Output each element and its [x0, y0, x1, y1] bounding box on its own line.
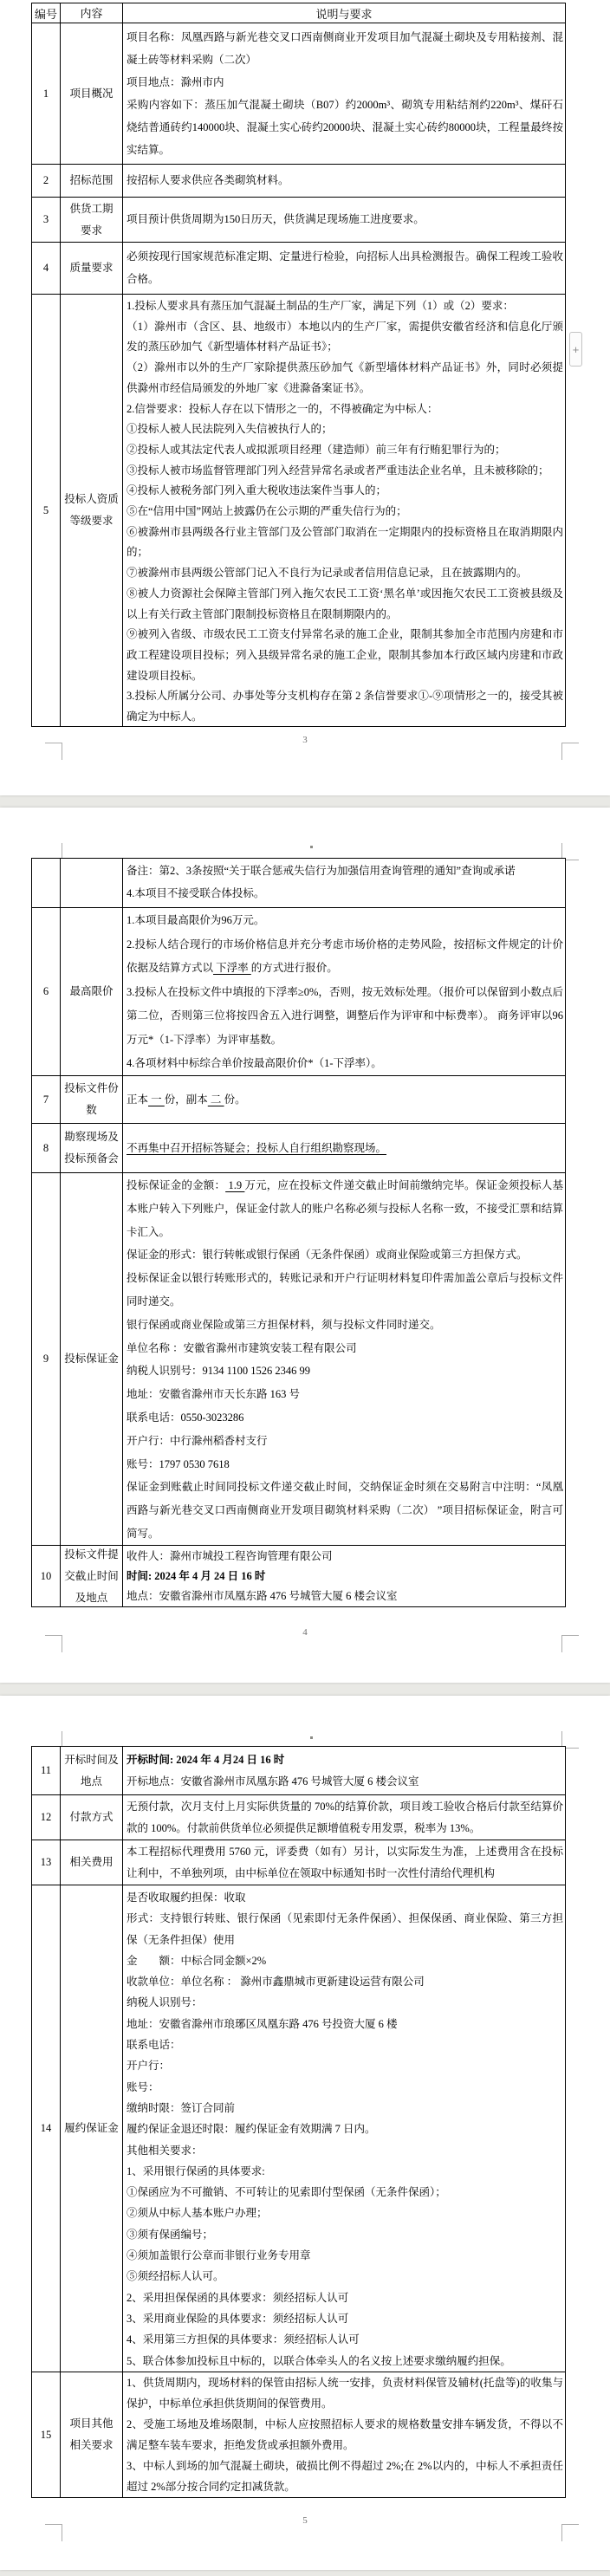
paragraph: 2.信誉要求：投标人存在以下情形之一的，不得被确定为中标人：: [127, 402, 438, 415]
row-content-cell: [123, 198, 565, 242]
row-content-cell: [123, 859, 565, 907]
paragraph: 3、采用商业保险的具体要求：须经招标人认可: [127, 2312, 349, 2325]
paragraph: 无预付款，次月支付上月实际供货量的 70%的结算价款，项目竣工验收合格后付款至结算价款的 100%。付款前供货单位必须提供足额增值税专用发票，税率为 13%。: [127, 1801, 563, 1834]
spec-table: [31, 3, 566, 727]
row-label-cell: 供货工期 要求: [61, 198, 123, 242]
paragraph: 缴纳时限：签订合同前: [127, 2101, 236, 2114]
crop-mark-bottom-right: [561, 2524, 579, 2541]
row-content-cell: [123, 1173, 565, 1545]
paragraph: 其他相关要求：: [127, 2144, 203, 2157]
paragraph: 1、采用银行保函的具体要求:: [127, 2164, 265, 2177]
row-content-cell: [123, 1885, 565, 2372]
row-number-cell: 4: [32, 243, 61, 294]
paragraph: 4、采用第三方担保的具体要求：须经招标人认可: [127, 2333, 360, 2346]
page-2: [0, 808, 610, 1683]
paragraph: 开标时间: 2024 年 4 月24 日 16 时: [127, 1754, 285, 1766]
row-label-cell: 付款方式: [61, 1795, 123, 1840]
paragraph: 1、供货周期内，现场材料的保管由招标人统一安排，负责材料保管及辅材(托盘等)的收集与保护，中标单位承担供货期间的保管费用。: [127, 2377, 563, 2410]
paragraph: 收件人：滁州市城投工程咨询管理有限公司: [127, 1550, 333, 1562]
row-label-cell: 投标人资质 等级要求: [61, 295, 123, 726]
paragraph: （1）滁州市（含区、县、地级市）本地以内的生产厂家，需提供安徽省经济和信息化厅颁发的蒸压砂加气《新型墙体材料产品证书》；: [127, 320, 563, 354]
row-number-cell: 3: [32, 198, 61, 242]
paragraph: ④须加盖银行公章而非银行业务专用章: [127, 2249, 311, 2262]
paragraph: 5、联合体参加投标且中标的，以联合体牵头人的名义按上述要求缴纳履约担保。: [127, 2354, 511, 2367]
paragraph: 纳税人识别号：9134 1100 1526 2346 99: [127, 1365, 311, 1378]
row-content-cell: [123, 1546, 565, 1606]
row-number-cell: 14: [32, 1885, 61, 2372]
paragraph: 账号：1797 0530 7618: [127, 1457, 230, 1470]
table-row: [32, 2372, 565, 2497]
crop-mark-bottom-right: [561, 743, 579, 760]
paragraph: 1.投标人要求具有蒸压加气混凝土制品的生产厂家，满足下列（1）或（2）要求：: [127, 300, 514, 312]
table-row: [32, 23, 565, 164]
page-number: 3: [302, 735, 308, 745]
row-label-cell: 相关费用: [61, 1840, 123, 1885]
paragraph: 2、采用担保保函的具体要求：须经招标人认可: [127, 2291, 349, 2304]
spec-table: [31, 858, 566, 1607]
row-content-cell: [123, 295, 565, 726]
crop-mark-bottom-left: [45, 743, 62, 760]
row-content-cell: [123, 243, 565, 294]
row-number-cell: 2: [32, 165, 61, 197]
paragraph: ④投标人被税务部门列入重大税收违法案件当事人的；: [127, 484, 387, 497]
row-content-cell: [123, 165, 565, 197]
paragraph: 3.投标人在投标文件中填报的下浮率≥0%，否则，按无效标处理。（报价可以保留到小数点后第二位，否则第三位将按四舍五入进行调整，调整后作为评审和中标费率）。 商务评审以96万元*（1-下浮率）为评审基数。: [127, 985, 563, 1046]
row-label-cell: 投标文件提 交截止时间 及地点: [61, 1546, 123, 1606]
header-col-content: 内容: [61, 3, 123, 23]
paragraph: 2、受施工场地及堆场限制，中标人应按照招标人要求的规格数量安排车辆发货，不得以不满足整车装车要求，拒绝发货或承担额外费用。: [127, 2418, 563, 2451]
row-content-cell: [123, 1124, 565, 1172]
row-number-cell: 7: [32, 1076, 61, 1123]
paragraph: 4.各项材料中标综合单价按最高限价价*（1-下浮率）。: [127, 1057, 382, 1069]
row-label-cell: 投标保证金: [61, 1173, 123, 1545]
table-row: [32, 1172, 565, 1545]
row-number-cell: 12: [32, 1795, 61, 1840]
paragraph: ⑦被滁州市县两级公管部门记入不良行为记录或者信用信息记录，且在披露期内的。: [127, 567, 528, 580]
row-label-cell: 履约保证金: [61, 1885, 123, 2372]
paragraph: 是否收取履约担保：收取: [127, 1891, 246, 1904]
paragraph-mark-dot: [310, 1736, 313, 1739]
row-label-cell: 项目概况: [61, 23, 123, 164]
paragraph: 正本 一 份，副本 二 份。: [127, 1093, 246, 1106]
paragraph: 保证金到账截止时间同投标文件递交截止时间，交纳保证金时须在交易附言中注明：“凤凰西路与新光巷交叉口西南侧商业开发项目砌筑材料采购（二次） ”项目招标保证金，附言可简写。: [127, 1481, 563, 1540]
row-content-cell: [123, 1747, 565, 1794]
crop-mark-bottom-left: [45, 1635, 62, 1652]
table-row: [32, 859, 565, 907]
header-col-number: 编号: [32, 3, 61, 23]
paragraph: ①保函应为不可撤销、不可转让的见索即付型保函（无条件保函）；: [127, 2186, 446, 2199]
table-row: [32, 164, 565, 197]
row-number-cell: 9: [32, 1173, 61, 1545]
row-content-cell: [123, 1795, 565, 1840]
row-label-cell: 投标文件份 数: [61, 1076, 123, 1123]
crop-mark-bottom-right: [561, 1635, 579, 1652]
row-number-cell: [32, 859, 61, 907]
row-number-cell: 10: [32, 1546, 61, 1606]
paragraph: 开户行：: [127, 2060, 171, 2073]
paragraph: 保证金的形式：银行转帐或银行保函（无条件保函）或商业保险或第三方担保方式。: [127, 1249, 528, 1262]
table-row: [32, 197, 565, 242]
page-1: [0, 0, 610, 795]
table-row: [32, 294, 565, 726]
row-content-cell: [123, 23, 565, 164]
paragraph: ⑤在“信用中国”网站上披露仍在公示期的严重失信行为的；: [127, 505, 407, 518]
paragraph: 纳税人识别号：: [127, 1996, 203, 2009]
paragraph: 开标地点：安徽省滁州市凤凰东路 476 号城管大厦 6 楼会议室: [127, 1775, 419, 1788]
paragraph: ③投标人被市场监督管理部门列入经营异常名录或者严重违法企业名单，且未被移除的；: [127, 464, 549, 477]
paragraph: 联系电话：0550-3023286: [127, 1411, 244, 1424]
row-number-cell: 11: [32, 1747, 61, 1794]
paragraph: 采购内容如下：蒸压加气混凝土砌块（B07）约2000m³、砌筑专用粘结剂约220m³、煤矸石烧结普通砖约140000块、混凝土实心砖约20000块、混凝土实心砖约80000块，工程量最终按实结算。: [127, 99, 563, 156]
spec-table: [31, 1746, 566, 2498]
paragraph: 联系电话：: [127, 2039, 181, 2052]
header-col-description: 说明与要求: [315, 7, 373, 21]
paragraph: 必须按现行国家规范标准定期、定量进行检验，向招标人出具检测报告。确保工程竣工验收合格。: [127, 250, 563, 285]
row-number-cell: 13: [32, 1840, 61, 1885]
row-content-cell: [123, 908, 565, 1075]
table-row: [32, 1885, 565, 2372]
paragraph: 本工程招标代理费用 5760 元，评委费（如有）另计，以实际发生为准，上述费用含在投标让利中，不单独列项，由中标单位在领取中标通知书时一次性付清给代理机构: [127, 1846, 563, 1879]
table-row: [32, 907, 565, 1075]
paragraph: 1.本项目最高限价为96万元。: [127, 914, 265, 926]
table-row: [32, 1123, 565, 1172]
paragraph: ①投标人被人民法院列入失信被执行人的；: [127, 423, 333, 436]
paragraph: 收款单位：单位名称 ： 滁州市鑫鼎城市更新建设运营有限公司: [127, 1976, 425, 1989]
page-number: 4: [302, 1627, 308, 1638]
page-3: [0, 1696, 610, 2570]
plus-button[interactable]: +: [569, 332, 582, 367]
paragraph: 投标保证金的金额： 1.9 万元，应在投标文件递交截止时间前缴纳完毕。保证金须投标人基本账户转入下列账户，保证金付款人的账户名称必须与投标人名称一致，不接受汇票和结算卡汇入。: [127, 1179, 563, 1238]
paragraph: 项目预计供货周期为150日历天，供货满足现场施工进度要求。: [127, 213, 425, 225]
row-number-cell: 1: [32, 23, 61, 164]
paragraph: 3.投标人所属分公司、办事处等分支机构存在第 2 条信誉要求①-⑨项情形之一的，接受其被确定为中标人。: [127, 690, 563, 723]
paragraph: ⑤须经招标人认可。: [127, 2270, 224, 2283]
row-label-cell: 项目其他 相关要求: [61, 2372, 123, 2497]
row-number-cell: 15: [32, 2372, 61, 2497]
paragraph: ②投标人或其法定代表人或拟派项目经理（建造师）前三年有行贿犯罪行为的；: [127, 443, 506, 456]
table-header-row: [32, 3, 565, 23]
paragraph: ③须有保函编号；: [127, 2228, 214, 2241]
paragraph: 地址：安徽省滁州市天长东路 163 号: [127, 1388, 301, 1401]
table-row: [32, 1075, 565, 1123]
paragraph: 备注：第2、3条按照“关于联合惩戒失信行为加强信用查询管理的通知”查询或承诺: [127, 865, 516, 877]
row-number-cell: 6: [32, 908, 61, 1075]
paragraph: ②须从中标人基本账户办理；: [127, 2207, 268, 2220]
page-number: 5: [302, 2515, 308, 2526]
row-label-cell: 勘察现场及 投标预备会: [61, 1124, 123, 1172]
row-label-cell: [61, 859, 123, 907]
paragraph: 账号：: [127, 2080, 159, 2093]
row-label-cell: 质量要求: [61, 243, 123, 294]
paragraph: 银行保函或商业保险或第三方担保材料，须与投标文件同时递交。: [127, 1318, 441, 1331]
row-label-cell: 最高限价: [61, 908, 123, 1075]
row-number-cell: 8: [32, 1124, 61, 1172]
paragraph: 开户行：中行滁州稻香村支行: [127, 1434, 268, 1447]
paragraph: ⑥被滁州市县两级各行业主管部门及公管部门取消在一定期限内的投标资格且在取消期限内的；: [127, 525, 563, 559]
table-row: [32, 1794, 565, 1840]
paragraph: 单位名称 ：安徽省滁州市建筑安装工程有限公司: [127, 1341, 357, 1354]
paragraph: ⑧被人力资源社会保障主管部门列入拖欠农民工工资‘黑名单’或因拖欠农民工工资被县级及以上有关行政主管部门限制投标资格且在限制期限内的。: [127, 587, 563, 620]
crop-mark-bottom-left: [45, 2524, 62, 2541]
row-label-cell: 开标时间及 地点: [61, 1747, 123, 1794]
paragraph: 2.投标人结合现行的市场价格信息并充分考虑市场价格的走势风险，按招标文件规定的计价依据及结算方式以 下浮率 的方式进行报价。: [127, 938, 563, 974]
table-row: [32, 1747, 565, 1794]
paragraph: 不再集中召开招标答疑会；投标人自行组织勘察现场。: [127, 1142, 387, 1154]
paragraph: 履约保证金退还时限：履约保证金有效期满 7 日内。: [127, 2123, 376, 2136]
paragraph: 金 额：中标合同金额×2%: [127, 1954, 267, 1967]
paragraph: 投标保证金以银行转账形式的，转账记录和开户行证明材料复印件需加盖公章后与投标文件同时递交。: [127, 1272, 563, 1307]
paragraph: ⑨被列入省级、市级农民工工资支付异常名录的施工企业，限制其参加全市范围内房建和市政工程建设项目投标；列入县级异常名录的施工企业，限制其参加本行政区域内房建和市政建设项目投标。: [127, 628, 563, 682]
paragraph-mark-dot: [310, 846, 313, 848]
paragraph: 按招标人要求供应各类砌筑材料。: [127, 174, 289, 186]
paragraph: 时间: 2024 年 4 月 24 日 16 时: [127, 1570, 266, 1582]
table-row: [32, 242, 565, 294]
paragraph: 形式：支持银行转账、银行保函（见索即付无条件保函）、担保保函、商业保险、第三方担保（无条件担保）使用: [127, 1912, 563, 1946]
paragraph: 4.本项目不接受联合体投标。: [127, 887, 265, 899]
paragraph: 项目地点：滁州市内: [127, 76, 224, 88]
paragraph: 项目名称：凤凰西路与新光巷交叉口西南侧商业开发项目加气混凝土砌块及专用粘接剂、混凝土砖等材料采购（二次）: [127, 31, 563, 66]
table-row: [32, 1840, 565, 1885]
row-number-cell: 5: [32, 295, 61, 726]
paragraph: （2）滁州市以外的生产厂家除提供蒸压砂加气《新型墙体材料产品证书》外，同时必须提供滁州市经信局颁发的外地厂家《进滁备案证书》。: [127, 361, 563, 394]
paragraph: 地点：安徽省滁州市凤凰东路 476 号城管大厦 6 楼会议室: [127, 1590, 398, 1602]
row-content-cell: [123, 2372, 565, 2497]
paragraph: 3、中标人到场的加气混凝土砌块，破损比例不得超过 2%;在 2%以内的，中标人不承担责任超过 2%部分按合同约定扣减货款。: [127, 2460, 563, 2493]
row-label-cell: 招标范围: [61, 165, 123, 197]
table-row: [32, 1545, 565, 1606]
row-content-cell: [123, 1076, 565, 1123]
paragraph: 地址：安徽省滁州市琅琊区凤凰东路 476 号投资大厦 6 楼: [127, 2017, 398, 2030]
row-content-cell: [123, 1840, 565, 1885]
